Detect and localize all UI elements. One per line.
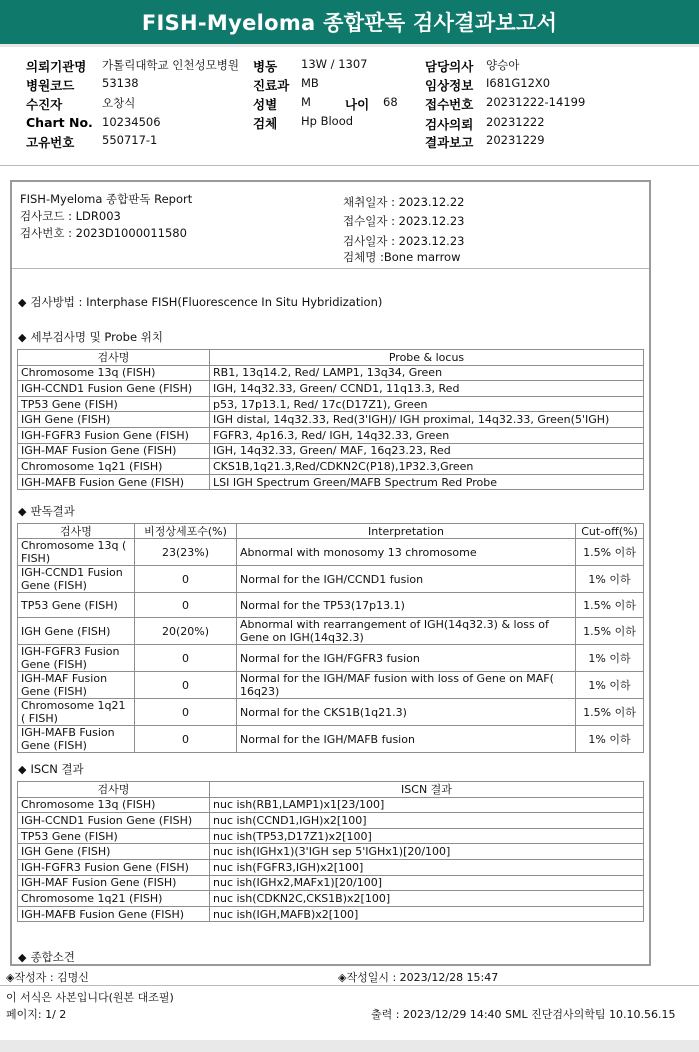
interpretation-cell: Normal for the TP53(17p13.1) [237,593,576,618]
interpretation-cell: Normal for the IGH/FGFR3 fusion [237,645,576,672]
report-header [12,182,649,269]
test-name-cell: IGH-CCND1 Fusion Gene (FISH) [18,566,135,593]
iscn-result-cell: nuc ish(CCND1,IGH)x2[100] [210,813,644,829]
receipt-label: 접수번호 [425,97,474,112]
interpretation-cell: Abnormal with rearrangement of IGH(14q32.3) & loss of Gene on IGH(14q32.3) [237,618,576,645]
patient-info-block [0,52,699,164]
specimen-value: Hp Blood [301,114,354,128]
iscn-result-cell: nuc ish(CDKN2C,CKS1B)x2[100] [210,891,644,907]
table-row [18,474,644,490]
probe-header-name: 검사명 [18,350,210,366]
abnormal-count-cell: 0 [135,645,237,672]
test-name-cell: Chromosome 13q (FISH) [18,797,210,813]
iscn-result-cell: nuc ish(TP53,D17Z1)x2[100] [210,828,644,844]
table-row [18,906,644,922]
report-title: FISH-Myeloma 종합판독 검사결과보고서 [0,0,699,47]
section-probe [18,329,163,345]
report-box [10,180,651,966]
summary-heading: 종합소견 [30,950,75,964]
section-iscn [18,761,84,777]
age-label: 나이 [345,97,370,112]
iscn-result-cell: nuc ish(IGHx1)(3'IGH sep 5'IGHx1)[20/100] [210,844,644,860]
cutoff-cell: 1.5% 이하 [576,618,644,645]
section-result [18,503,75,519]
test-number: 검사번호 : 2023D1000011580 [20,226,187,240]
probe-locus-cell: p53, 17p13.1, Red/ 17c(D17Z1), Green [210,396,644,412]
dept-value: MB [301,76,319,90]
cutoff-cell: 1.5% 이하 [576,539,644,566]
result-date-label: 결과보고 [425,135,474,150]
test-name-cell: IGH Gene (FISH) [18,412,210,428]
test-name-cell: Chromosome 1q21 (FISH) [18,459,210,475]
abnormal-count-cell: 0 [135,699,237,726]
iscn-table [17,781,644,922]
cutoff-cell: 1% 이하 [576,645,644,672]
dept-label: 진료과 [253,78,290,93]
interpretation-cell: Normal for the IGH/MAFB fusion [237,726,576,753]
table-row [18,566,644,593]
test-name-cell: TP53 Gene (FISH) [18,396,210,412]
interpretation-cell: Abnormal with monosomy 13 chromosome [237,539,576,566]
table-row [18,875,644,891]
age-value: 68 [383,95,398,109]
test-name-cell: IGH-MAF Fusion Gene (FISH) [18,875,210,891]
request-label: 검사의뢰 [425,117,474,132]
hosp-code-label: 병원코드 [26,78,75,93]
id-label: 고유번호 [26,135,75,150]
request-value: 20231222 [486,115,545,129]
test-name-cell: IGH Gene (FISH) [18,844,210,860]
test-name-cell: IGH-MAFB Fusion Gene (FISH) [18,906,210,922]
author: ◈작성자 : 김명신 [6,971,89,984]
probe-header-locus: Probe & locus [210,350,644,366]
sex-label: 성별 [253,97,278,112]
test-name-cell: TP53 Gene (FISH) [18,593,135,618]
table-row [18,859,644,875]
diamond-icon: ◆ [18,331,27,344]
table-row [18,672,644,699]
cutoff-cell: 1% 이하 [576,566,644,593]
page-number: 페이지: 1/ 2 [6,1008,67,1021]
clinical-label: 임상정보 [425,78,474,93]
table-row [18,797,644,813]
written-date: ◈작성일시 : 2023/12/28 15:47 [338,971,499,984]
probe-locus-cell: LSI IGH Spectrum Green/MAFB Spectrum Red Probe [210,474,644,490]
collect-date: 채취일자 : 2023.12.22 [343,195,465,209]
test-name-cell: IGH-MAFB Fusion Gene (FISH) [18,726,135,753]
iscn-result-cell: nuc ish(FGFR3,IGH)x2[100] [210,859,644,875]
table-row [18,427,644,443]
iscn-header-name: 검사명 [18,782,210,798]
test-name-cell: IGH-FGFR3 Fusion Gene (FISH) [18,645,135,672]
ward-label: 병동 [253,59,278,74]
chart-label: Chart No. [26,115,93,130]
diamond-icon: ◆ [18,763,27,776]
iscn-result-cell: nuc ish(IGH,MAFB)x2[100] [210,906,644,922]
abnormal-count-cell: 0 [135,566,237,593]
test-name-cell: Chromosome 1q21 (FISH) [18,891,210,907]
report-subtitle: FISH-Myeloma 종합판독 Report [20,192,193,206]
test-date: 검사일자 : 2023.12.23 [343,234,465,248]
probe-table [17,349,644,490]
test-name-cell: IGH-CCND1 Fusion Gene (FISH) [18,813,210,829]
interpretation-cell: Normal for the IGH/CCND1 fusion [237,566,576,593]
result-header-abnormal: 비정상세포수(%) [135,524,237,539]
specimen-name: 검체명 :Bone marrow [343,250,461,264]
id-value: 550717-1 [102,133,158,147]
table-row [18,813,644,829]
hospital-label: 의뢰기관명 [26,59,87,74]
chart-value: 10234506 [102,115,161,129]
section-summary [18,949,75,965]
iscn-result-cell: nuc ish(IGHx2,MAFx1)[20/100] [210,875,644,891]
test-name-cell: IGH-MAFB Fusion Gene (FISH) [18,474,210,490]
specimen-label: 검체 [253,116,278,131]
section-method [18,294,382,310]
table-row [18,844,644,860]
test-name-cell: IGH-MAF Fusion Gene (FISH) [18,443,210,459]
cutoff-cell: 1.5% 이하 [576,593,644,618]
result-header-interp: Interpretation [237,524,576,539]
cutoff-cell: 1% 이하 [576,726,644,753]
test-name-cell: IGH-FGFR3 Fusion Gene (FISH) [18,859,210,875]
iscn-result-cell: nuc ish(RB1,LAMP1)x1[23/100] [210,797,644,813]
cutoff-cell: 1% 이하 [576,672,644,699]
result-date-value: 20231229 [486,133,545,147]
probe-locus-cell: IGH, 14q32.33, Green/ CCND1, 11q13.3, Red [210,381,644,397]
ward-value: 13W / 1307 [301,57,368,71]
copy-note: 이 서식은 사본입니다(원본 대조필) [6,991,174,1004]
result-heading: 판독결과 [30,504,75,518]
result-header-name: 검사명 [18,524,135,539]
receipt-value: 20231222-14199 [486,95,586,109]
table-row [18,412,644,428]
iscn-header-result: ISCN 결과 [210,782,644,798]
abnormal-count-cell: 0 [135,672,237,699]
test-name-cell: IGH-FGFR3 Fusion Gene (FISH) [18,427,210,443]
probe-locus-cell: RB1, 13q14.2, Red/ LAMP1, 13q34, Green [210,365,644,381]
table-row [18,645,644,672]
test-name-cell: Chromosome 13q (FISH) [18,365,210,381]
probe-locus-cell: CKS1B,1q21.3,Red/CDKN2C(P18),1P32.3,Green [210,459,644,475]
table-row [18,618,644,645]
abnormal-count-cell: 20(20%) [135,618,237,645]
test-name-cell: IGH Gene (FISH) [18,618,135,645]
table-row [18,381,644,397]
patient-value: 오창식 [102,96,136,110]
print-info: 출력 : 2023/12/29 14:40 SML 진단검사의학팀 10.10.56.15 [371,1008,676,1021]
table-row [18,396,644,412]
interpretation-cell: Normal for the CKS1B(1q21.3) [237,699,576,726]
test-name-cell: Chromosome 13q ( FISH) [18,539,135,566]
test-name-cell: IGH-MAF Fusion Gene (FISH) [18,672,135,699]
footer-divider [0,985,699,986]
interpretation-cell: Normal for the IGH/MAF fusion with loss of Gene on MAF( 16q23) [237,672,576,699]
probe-heading: 세부검사명 및 Probe 위치 [30,330,163,344]
hosp-code-value: 53138 [102,76,139,90]
table-row [18,365,644,381]
test-name-cell: TP53 Gene (FISH) [18,828,210,844]
method-text: 검사방법 : Interphase FISH(Fluorescence In Situ Hybridization) [30,295,383,309]
doctor-label: 담당의사 [425,59,474,74]
table-row [18,443,644,459]
bottom-band [0,1040,699,1052]
probe-locus-cell: IGH, 14q32.33, Green/ MAF, 16q23.23, Red [210,443,644,459]
doctor-value: 양승아 [486,58,520,72]
table-row [18,726,644,753]
abnormal-count-cell: 0 [135,726,237,753]
clinical-value: I681G12X0 [486,76,551,90]
test-name-cell: Chromosome 1q21 ( FISH) [18,699,135,726]
iscn-heading: ISCN 결과 [30,762,84,776]
table-row [18,459,644,475]
abnormal-count-cell: 23(23%) [135,539,237,566]
divider [0,165,699,166]
receive-date: 접수일자 : 2023.12.23 [343,214,465,228]
test-name-cell: IGH-CCND1 Fusion Gene (FISH) [18,381,210,397]
table-row [18,539,644,566]
hospital-value: 가톨릭대학교 인천성모병원 [102,58,239,72]
probe-locus-cell: IGH distal, 14q32.33, Red(3'IGH)/ IGH proximal, 14q32.33, Green(5'IGH) [210,412,644,428]
table-row [18,593,644,618]
table-row [18,891,644,907]
sex-value: M [301,95,311,109]
abnormal-count-cell: 0 [135,593,237,618]
diamond-icon: ◆ [18,505,27,518]
diamond-icon: ◆ [18,296,27,309]
table-row [18,828,644,844]
probe-locus-cell: FGFR3, 4p16.3, Red/ IGH, 14q32.33, Green [210,427,644,443]
test-code: 검사코드 : LDR003 [20,209,121,223]
result-header-cutoff: Cut-off(%) [576,524,644,539]
diamond-icon: ◆ [18,951,27,964]
table-row [18,699,644,726]
result-table [17,523,644,753]
patient-label: 수진자 [26,97,63,112]
cutoff-cell: 1.5% 이하 [576,699,644,726]
